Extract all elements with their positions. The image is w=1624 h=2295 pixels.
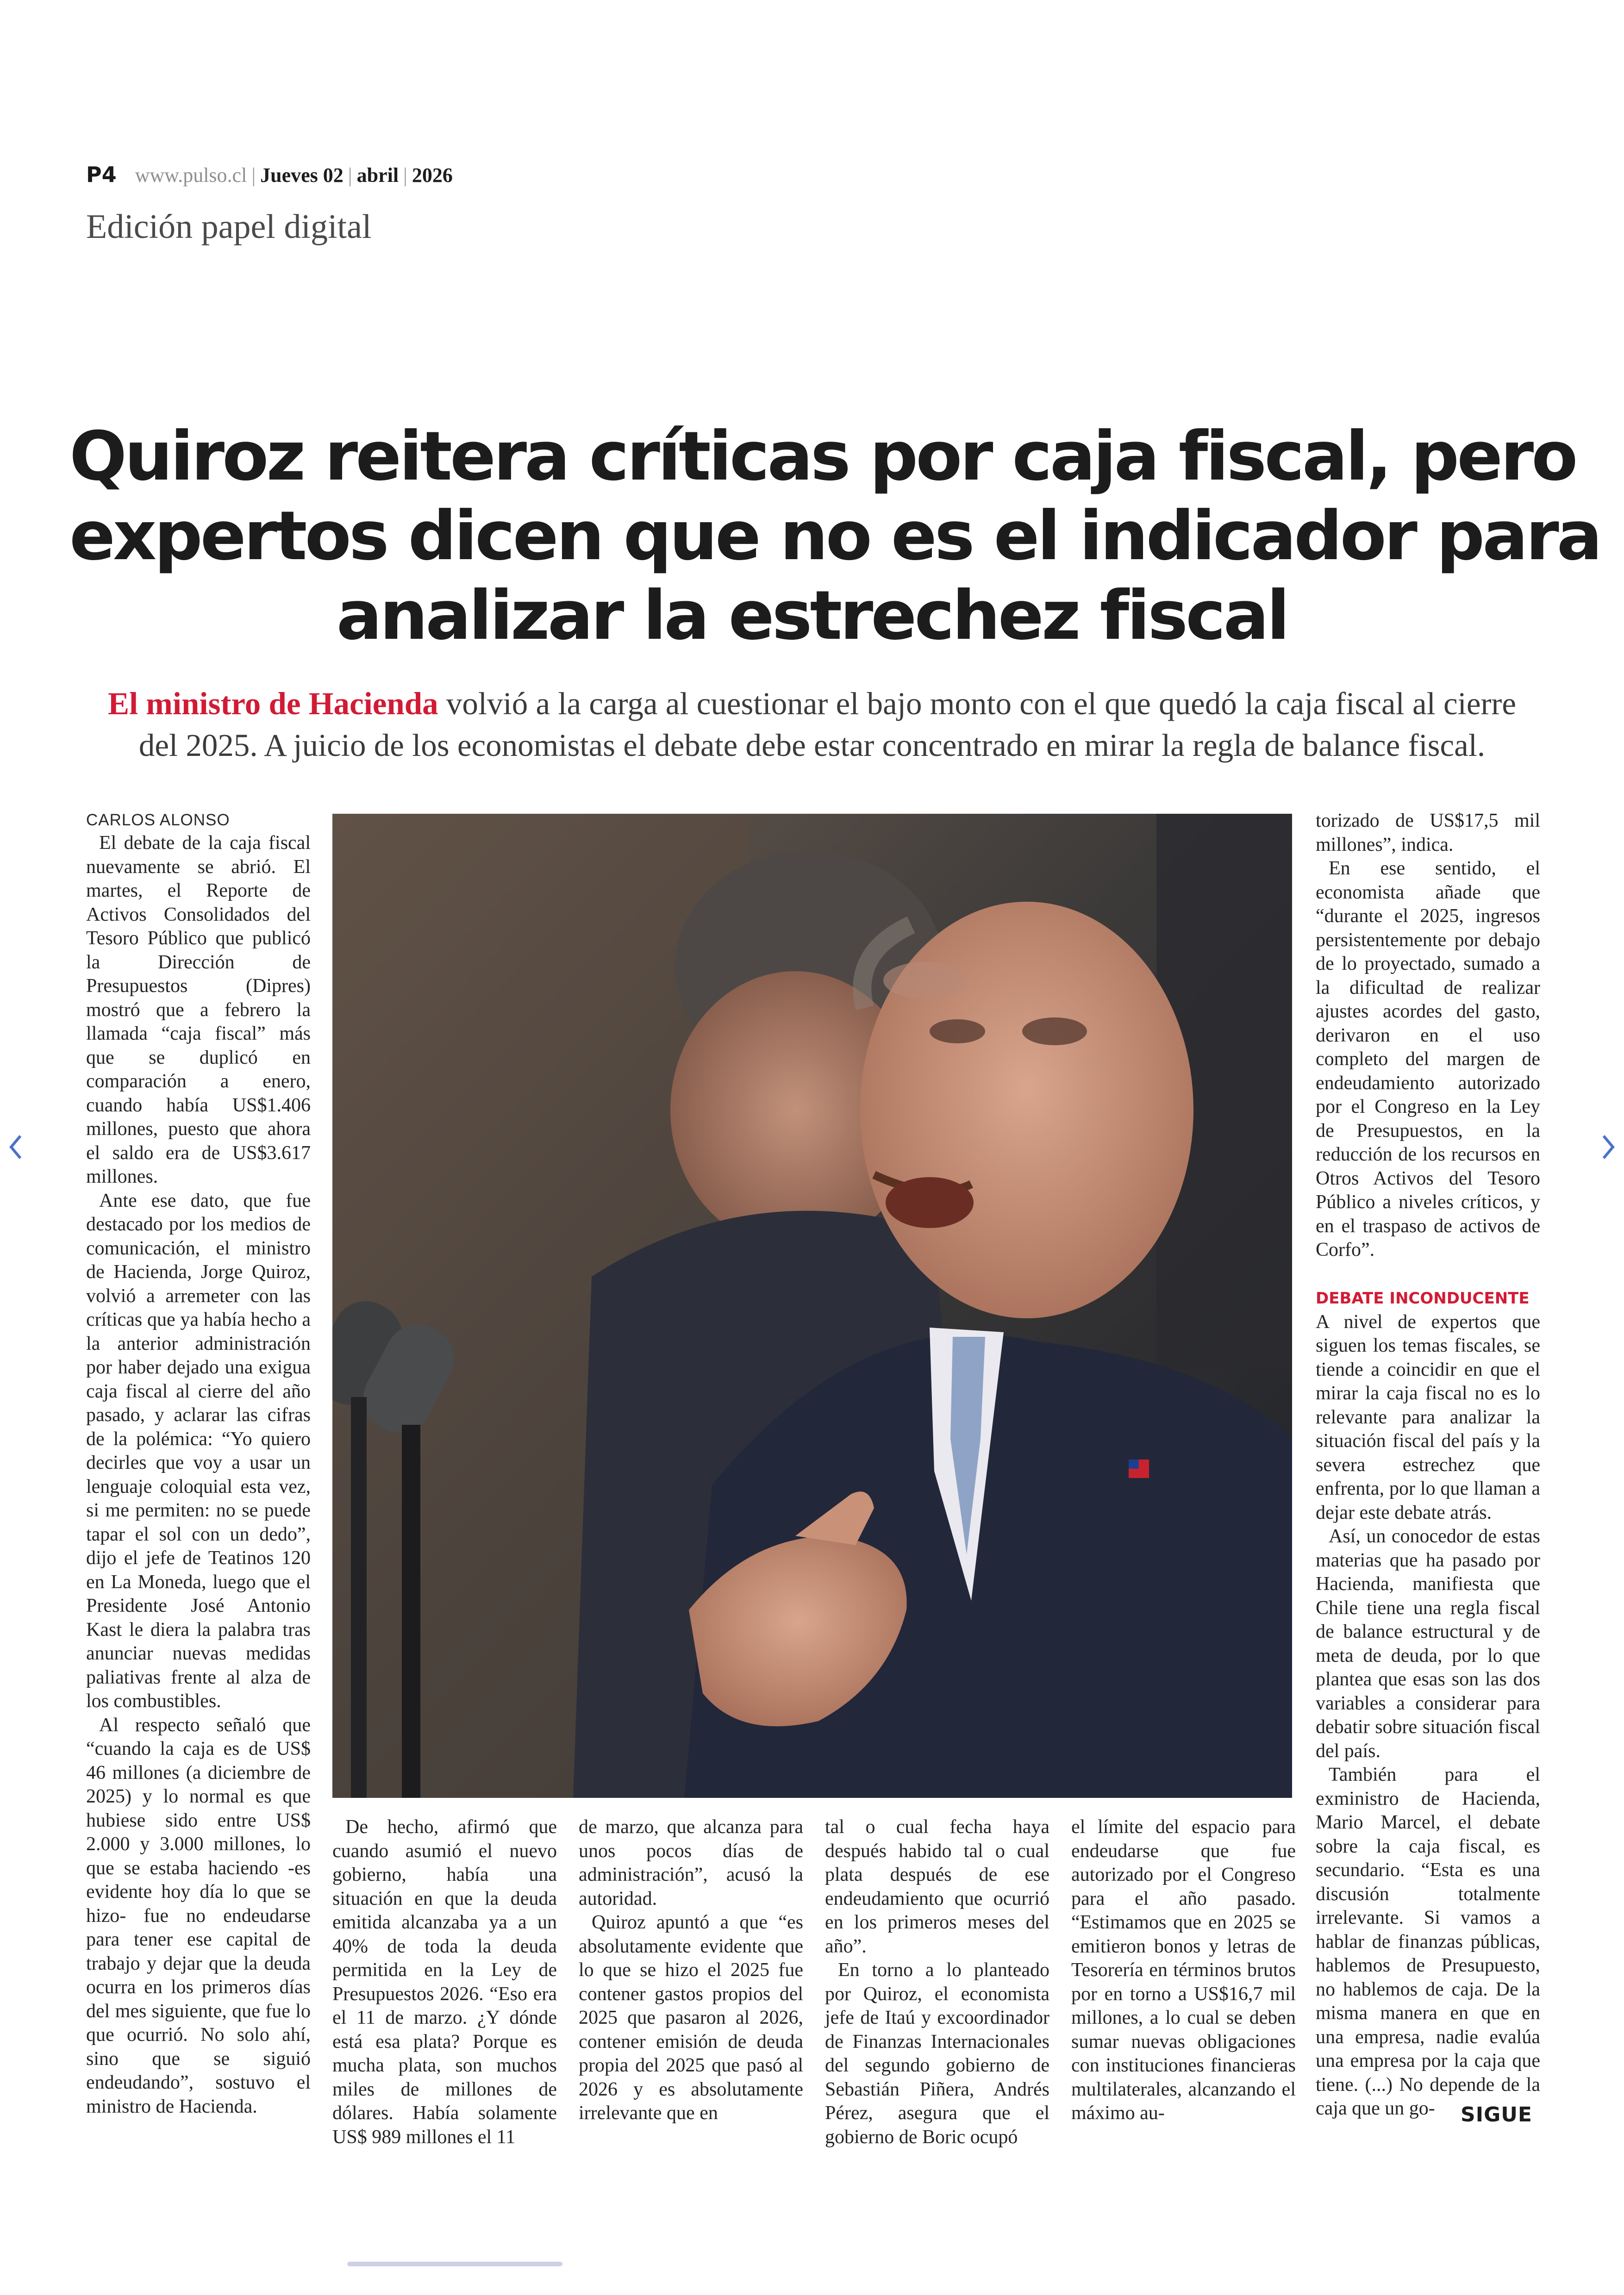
deck-text: volvió a la carga al cuestionar el bajo monto con el que quedó la caja fiscal al cierre — [438, 686, 1517, 721]
deck-highlight: El ministro de Hacienda — [107, 686, 438, 721]
deck — [86, 683, 1538, 766]
article-column-5 — [1071, 1815, 1296, 2126]
article-column-4 — [825, 1815, 1049, 2149]
page-folio: P4 www.pulso.cl | Jueves 02 | abril | 2026 — [86, 162, 453, 187]
chevron-left-icon — [6, 1132, 25, 1162]
paragraph: torizado de US$17,5 mil millones”, indica. — [1316, 810, 1540, 855]
scroll-indicator[interactable] — [347, 2262, 562, 2266]
paragraph: Al respecto señaló que “cuando la caja es de US$ 46 millones (a diciembre de 2025) y lo normal es que hubiese sido entre US$ 2.000 y 3.000 millones, lo que se estaba haciendo -es evidente hoy día lo que se hizo- fue no endeudarse para tener ese capital de trabajo y dejar que la deuda ocurra en los primeros días del mes siguiente, que fue lo que ocurrió. No solo ahí, sino que se siguió endeudando”, sostuvo el ministro de Hacienda. — [86, 1714, 311, 2117]
paragraph: Quiroz apuntó a que “es absolutamente evidente que lo que se hizo el 2025 fue contener gastos propios del 2025 que pasaron al 2026, contener emisión de deuda propia del 2025 que pasó al 2026 y es absolutamente irrelevante que en — [579, 1912, 803, 2124]
subhead: DEBATE INCONDUCENTE — [1316, 1289, 1530, 1308]
site-url[interactable]: www.pulso.cl — [135, 164, 247, 187]
paragraph: el límite del espacio para endeudarse que fue autorizado por el Congreso para el año pasado. “Estimamos que en 2025 se emitieron bonos y letras de Tesorería en términos brutos por en torno a US$16,7 mil millones, a lo cual se deben sumar nuevas obligaciones con instituciones financieras multilaterales, alcanzando el máximo au- — [1071, 1816, 1296, 2124]
continue-label: SIGUE — [1461, 2103, 1532, 2127]
deck-text: del 2025. A juicio de los economistas el debate debe estar concentrado en mirar la regla de balance fiscal. — [138, 728, 1486, 763]
article-column-1 — [86, 809, 311, 2119]
headline-line: analizar la estrechez fiscal — [336, 576, 1288, 655]
paragraph: de marzo, que alcanza para unos pocos días de administración”, acusó la autoridad. — [579, 1816, 803, 1909]
byline: CARLOS ALONSO — [86, 811, 230, 829]
paragraph: A nivel de expertos que siguen los temas fiscales, se tiende a coincidir en que el mirar la caja fiscal no es lo relevante para analizar la situación fiscal del país y la severa estrechez que enfrenta, por lo que llaman a dejar este debate atrás. — [1316, 1311, 1540, 1523]
photo-minister-speaking — [332, 814, 1292, 1798]
date-weekday: Jueves 02 — [260, 164, 344, 187]
paragraph: De hecho, afirmó que cuando asumió el nuevo gobierno, había una situación en que la deuda emitida alcanzaba ya a un 40% de toda la deuda permitida en la Ley de Presupuestos 2026. “Eso era el 11 de marzo. ¿Y dónde está esa plata? Porque es mucha plata, son muchos miles de millones de dólares. Había solamente US$ 989 millones el 11 — [332, 1816, 557, 2148]
paragraph: En ese sentido, el economista añade que “durante el 2025, ingresos persistentemente por debajo de lo proyectado, sumado a la dificultad de realizar ajustes acordes del gasto, derivaron en el uso completo del margen de endeudamiento autorizado por el Congreso en la Ley de Presupuestos, en la reducción de los recursos en Otros Activos del Tesoro Público a niveles críticos, y en el traspaso de activos de Corfo”. — [1316, 858, 1540, 1260]
paragraph: El debate de la caja fiscal nuevamente se abrió. El martes, el Reporte de Activos Consolidados del Tesoro Público que publicó la Dirección de Presupuestos (Dipres) mostró que a febrero la llamada “caja fiscal” más que se duplicó en comparación a enero, cuando había US$1.406 millones, puesto que ahora el saldo era de US$3.617 millones. — [86, 832, 311, 1187]
article-column-3 — [579, 1815, 803, 2126]
headline-line: Quiroz reitera críticas por caja fiscal, pero — [69, 417, 1576, 496]
date-month: abril — [356, 164, 399, 187]
paragraph: Así, un conocedor de estas materias que ha pasado por Hacienda, manifiesta que Chile tiene una regla fiscal de balance estructural y de meta de deuda, por lo que plantea que esas son las dos variables a considerar para debatir sobre situación fiscal del país. — [1316, 1526, 1540, 1762]
headline-line: expertos dicen que no es el indicador para — [69, 497, 1600, 575]
paragraph: En torno a lo planteado por Quiroz, el economista jefe de Itaú y excoordinador de Finanzas Internacionales del segundo gobierno de Sebastián Piñera, Andrés Pérez, asegura que el gobierno de Boric ocupó — [825, 1959, 1049, 2148]
article-column-2 — [332, 1815, 557, 2149]
edition-label: Edición papel digital — [86, 208, 372, 246]
chevron-right-icon — [1599, 1132, 1618, 1162]
page-number: P4 — [86, 162, 117, 187]
paragraph: También para el exministro de Hacienda, Mario Marcel, el debate sobre la caja fiscal, es secundario. “Esta es una discusión totalmente irrelevante. Si vamos a hablar de finanzas públicas, hablemos de Presupuesto, no hablemos de caja. De la misma manera en que en una empresa, nadie evalúa una empresa por la caja que tiene. (...) No depende de la caja que un go- — [1316, 1764, 1540, 2119]
paragraph: Ante ese dato, que fue destacado por los medios de comunicación, el ministro de Hacienda, Jorge Quiroz, volvió a arremeter con las críticas que ya había hecho a la anterior administración por haber dejado una exigua caja fiscal al cierre del año pasado, y aclarar las cifras de la polémica: “Yo quiero decirles que voy a usar un lenguaje coloquial esta vez, si me permiten: no se puede tapar el sol con un dedo”, dijo el jefe de Teatinos 120 en La Moneda, luego que el Presidente José Antonio Kast le diera la palabra tras anunciar nuevas medidas paliativas frente al alza de los combustibles. — [86, 1190, 311, 1712]
article-column-6 — [1316, 809, 1540, 2121]
prev-page-button[interactable] — [6, 1132, 25, 1169]
paragraph: tal o cual fecha haya después habido tal o cual plata después de ese endeudamiento que ocurrió en los primeros meses del año”. — [825, 1816, 1049, 1957]
date-year: 2026 — [412, 164, 453, 187]
headline — [69, 417, 1600, 655]
article-photo — [332, 814, 1292, 1798]
next-page-button[interactable] — [1599, 1132, 1618, 1169]
